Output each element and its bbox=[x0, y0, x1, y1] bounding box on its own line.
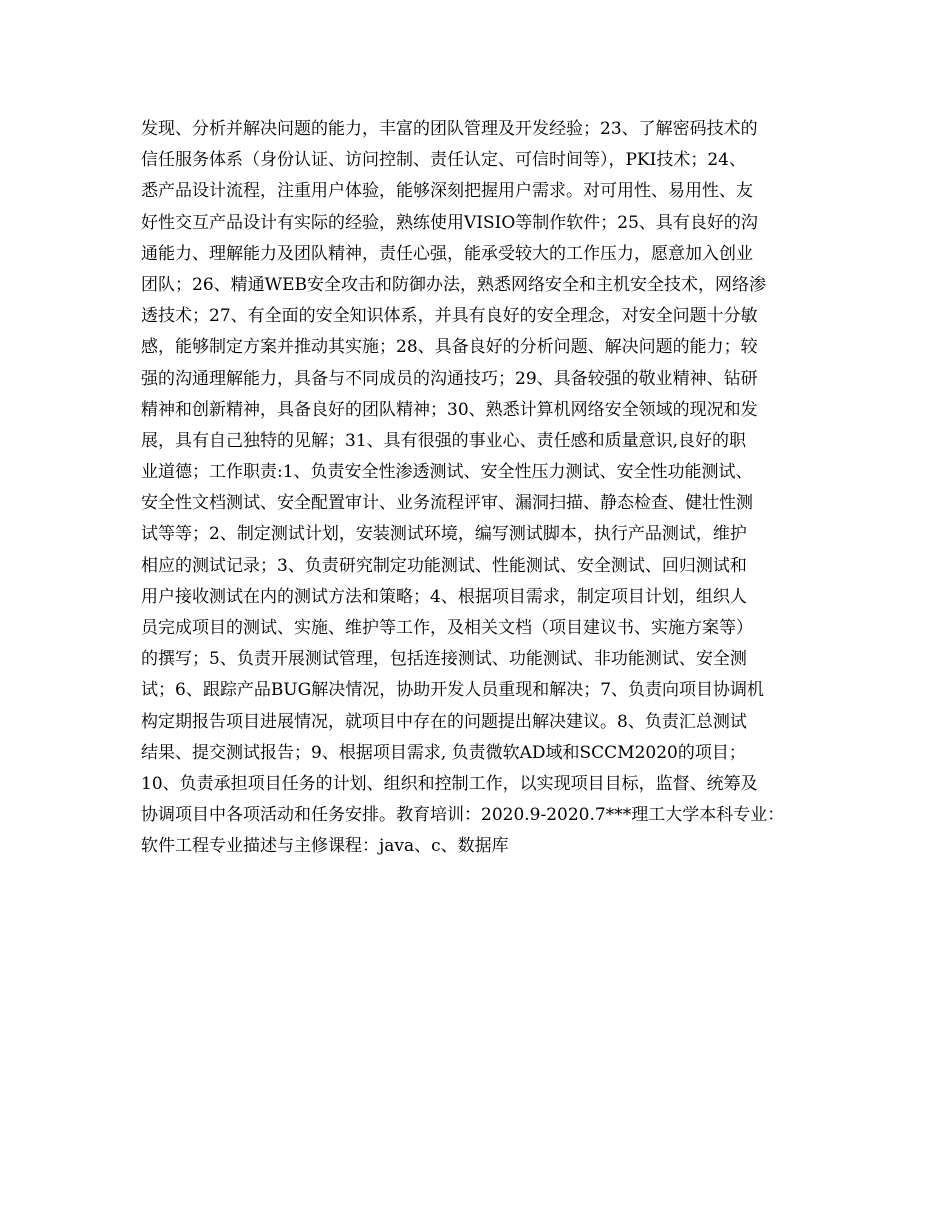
text-line-6: 团队；26、精通WEB安全攻击和防御办法，熟悉网络安全和主机安全技术，网络渗 bbox=[141, 274, 767, 295]
text-line-5: 通能力、理解能力及团队精神，责任心强，能承受较大的工作压力，愿意加入创业 bbox=[141, 243, 753, 264]
text-line-2: 信任服务体系（身份认证、访问控制、责任认定、可信时间等），PKI技术；24、 bbox=[141, 150, 746, 171]
text-line-11: 展，具有自己独特的见解；31、具有很强的事业心、责任感和质量意识,良好的职 bbox=[141, 430, 747, 451]
document-body-text bbox=[141, 114, 831, 863]
text-line-13: 安全性文档测试、安全配置审计、业务流程评审、漏洞扫描、静态检查、健壮性测 bbox=[141, 493, 753, 514]
text-line-14: 试等等；2、制定测试计划，安装测试环境，编写测试脚本，执行产品测试，维护 bbox=[141, 524, 747, 545]
text-line-16: 用户接收测试在内的测试方法和策略；4、根据项目需求，制定项目计划，组织人 bbox=[141, 586, 747, 607]
text-line-15: 相应的测试记录；3、负责研究制定功能测试、性能测试、安全测试、回归测试和 bbox=[141, 555, 747, 576]
text-line-9: 强的沟通理解能力，具备与不同成员的沟通技巧；29、具备较强的敬业精神、钻研 bbox=[141, 368, 758, 389]
text-line-10: 精神和创新精神，具备良好的团队精神；30、熟悉计算机网络安全领域的现况和发 bbox=[141, 399, 758, 420]
text-line-23: 协调项目中各项活动和任务安排。教育培训：2020.9-2020.7***理工大学本科专业： bbox=[141, 805, 785, 826]
text-line-8: 感，能够制定方案并推动其实施；28、具备良好的分析问题、解决问题的能力；较 bbox=[141, 337, 758, 358]
text-line-24: 软件工程专业描述与主修课程：java、c、数据库 bbox=[141, 836, 509, 857]
text-line-12: 业道德；工作职责:1、负责安全性渗透测试、安全性压力测试、安全性功能测试、 bbox=[141, 462, 753, 483]
text-line-22: 10、负责承担项目任务的计划、组织和控制工作，以实现项目目标，监督、统筹及 bbox=[141, 773, 758, 794]
text-line-7: 透技术；27、有全面的安全知识体系，并具有良好的安全理念，对安全问题十分敏 bbox=[141, 306, 758, 327]
text-line-4: 好性交互产品设计有实际的经验，熟练使用VISIO等制作软件；25、具有良好的沟 bbox=[141, 212, 758, 233]
text-line-1: 发现、分析并解决问题的能力，丰富的团队管理及开发经验；23、了解密码技术的 bbox=[141, 119, 758, 139]
text-line-17: 员完成项目的测试、实施、维护等工作，及相关文档（项目建议书、实施方案等） bbox=[141, 618, 753, 638]
text-line-19: 试；6、跟踪产品BUG解决情况，协助开发人员重现和解决；7、负责向项目协调机 bbox=[141, 680, 765, 701]
text-line-20: 构定期报告项目进展情况，就项目中存在的问题提出解决建议。8、负责汇总测试 bbox=[141, 711, 747, 732]
text-line-3: 悉产品设计流程，注重用户体验，能够深刻把握用户需求。对可用性、易用性、友 bbox=[141, 181, 753, 202]
text-line-21: 结果、提交测试报告；9、根据项目需求, 负责微软AD域和SCCM2020的项目； bbox=[141, 742, 746, 763]
text-line-18: 的撰写；5、负责开展测试管理，包括连接测试、功能测试、非功能测试、安全测 bbox=[141, 649, 747, 670]
